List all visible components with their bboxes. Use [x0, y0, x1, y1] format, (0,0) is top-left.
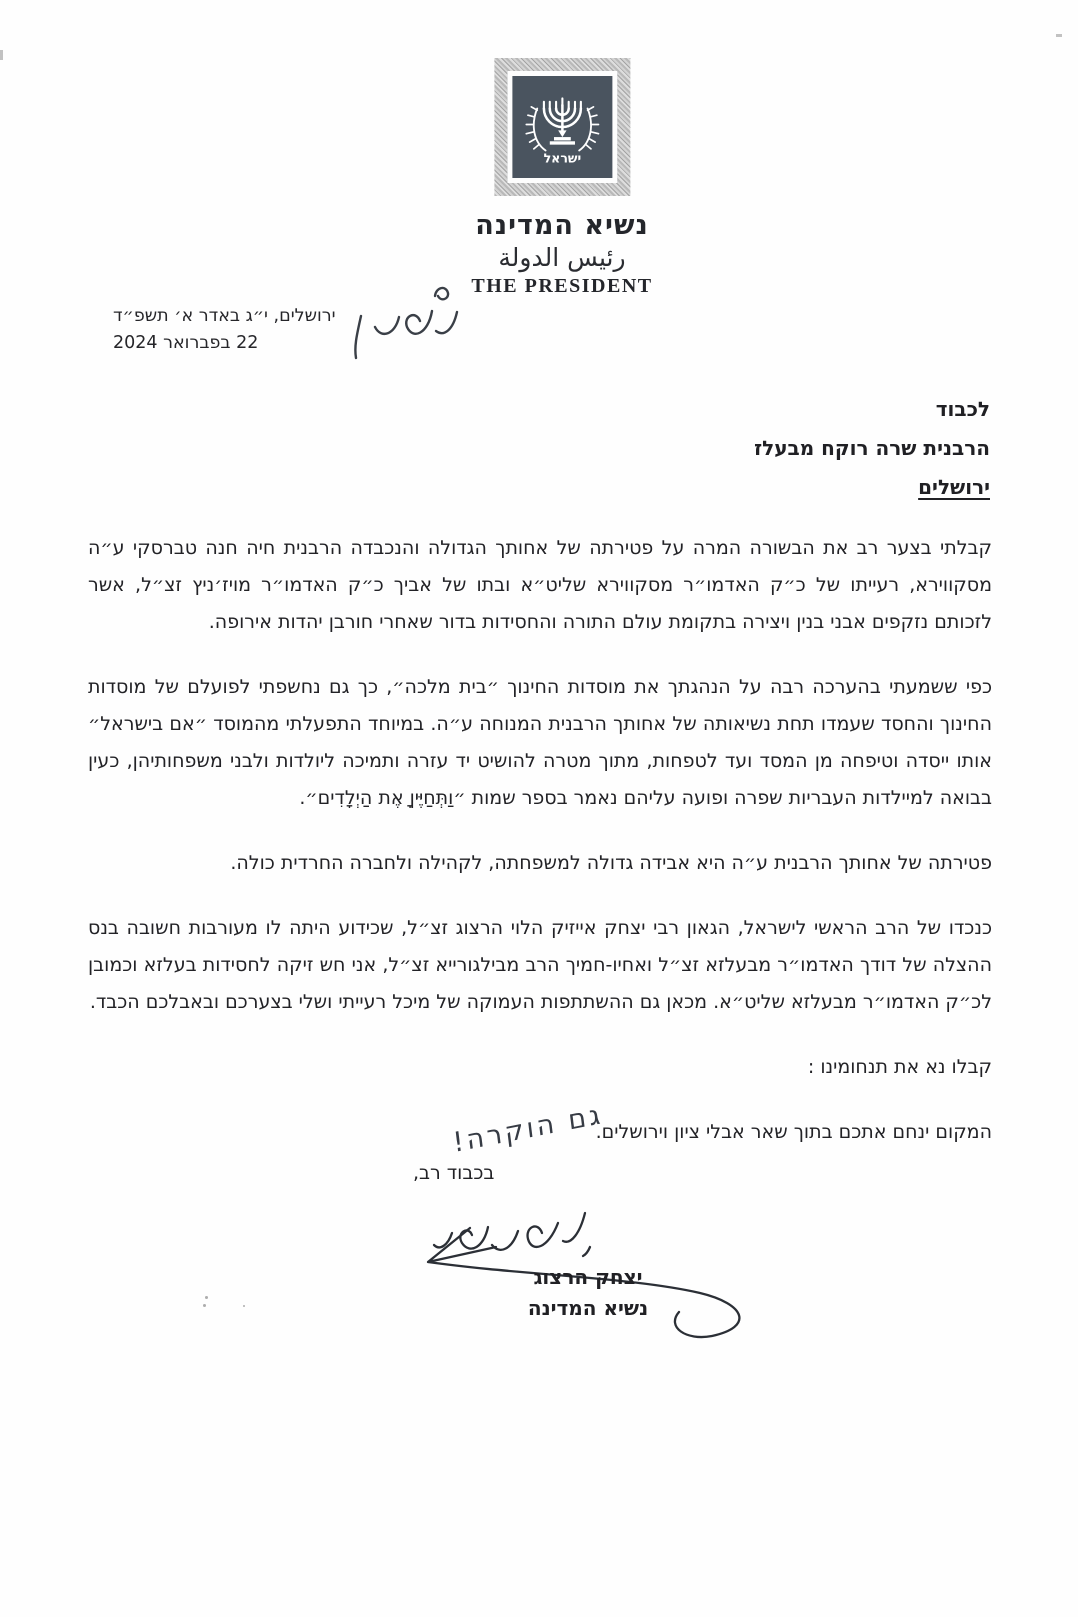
handwritten-mark	[335, 276, 470, 371]
scan-edge-mark	[1056, 34, 1062, 37]
hebrew-date: ירושלים, י״ג באדר א׳ תשפ״ד	[113, 306, 336, 326]
handwritten-addition: גם הוקרה!	[451, 1099, 605, 1159]
letter-body	[88, 530, 992, 1179]
paragraph-blessing: המקום ינחם אתכם בתוך שאר אבלי ציון וירושלים.	[595, 1121, 992, 1143]
scan-edge-mark	[0, 50, 3, 60]
addressee-city: ירושלים	[918, 475, 990, 499]
state-emblem	[507, 71, 617, 183]
addressee-salutation: לכבוד	[935, 397, 990, 421]
paragraph-condolence-request: קבלו נא את תנחומינו :	[807, 1056, 992, 1078]
dateline	[113, 303, 336, 357]
emblem-label: ישראל	[543, 150, 581, 166]
signer-title: נשיא המדינה	[527, 1296, 649, 1320]
menorah-icon	[520, 83, 604, 171]
paragraph-family-connection: כנכדו של הרב הראשי לישראל, הגאון רבי יצחק אייזיק הלוי הרצוג זצ״ל, שכידוע היתה לו מעורבות חשובה בנס ההצלה של דודך האדמו״ר מבעלזא זצ״ל ואחיו-חמיך הרב מבילגורייא זצ״ל, אני חש זיקה לחסידות בעלזא וכמובן לכ״ק האדמו״ר מבעלזא שליט״א. מכאן גם ההשתתפות העמוקה של מיכל רעייתי ושלי בצערכם ובאבלכם הכבד.	[88, 917, 992, 1013]
closing-printed: בכבוד רב,	[413, 1162, 495, 1184]
letterhead-title-english: THE PRESIDENT	[471, 275, 653, 297]
scan-speck	[243, 1305, 245, 1307]
scan-speck	[203, 1304, 206, 1307]
paragraph-institutions: כפי ששמעתי בהערכה רבה על הנהגתך את מוסדות החינוך ״בית מלכה״, כך גם נחשפתי לפועלם של מוסדות החינוך והחסד שעמדו תחת נשיאותה של אחותך הרבנית המנוחה ע״ה. במיוחד התפעלתי מהמוסד ״אם בישראל״ אותו ייסדה וטיפחה מן המסד ועד לטפחות, מתוך מטרה להושיט יד עזרה ותמיכה ליולדות ולבני משפחותיהן, כעין בבואה למיילדות העבריות שפרה ופועה עליהם נאמר בספר שמות ״וַתְּחַיֶּיןָ אֶת הַיְלָדִים״.	[88, 676, 992, 809]
gregorian-date: 22 בפברואר 2024	[113, 333, 259, 353]
paragraph-condolence: קבלתי בצער רב את הבשורה המרה על פטירתה של אחותך הגדולה והנכבדה הרבנית חיה חנה טברסקי ע״ה מסקווירא, רעייתו של כ״ק האדמו״ר מסקווירא שליט״א ובתו של אביך כ״ק האדמו״ר מויז׳ניץ זצ״ל, אשר לזכותם נזקפים אבני בנין ויצירה בתקומת עולם התורה והחסידות בדור שאחרי חורבן יהדות אירופה.	[88, 537, 992, 633]
addressee-block	[754, 390, 990, 507]
addressee-name: הרבנית שרה רוקח מבעלז	[754, 436, 990, 460]
signer-block	[478, 1262, 698, 1324]
letterhead-title-arabic: رئيس الدولة	[498, 243, 626, 272]
signer-name: יצחק הרצוג	[533, 1265, 643, 1289]
letterhead	[471, 58, 652, 298]
emblem-frame	[494, 58, 630, 196]
letterhead-title-hebrew: נשיא המדינה	[475, 210, 649, 241]
scan-speck	[205, 1296, 208, 1299]
paragraph-loss: פטירתה של אחותך הרבנית ע״ה היא אבידה גדולה למשפחתה, לקהילה ולחברה החרדית כולה.	[230, 852, 992, 874]
